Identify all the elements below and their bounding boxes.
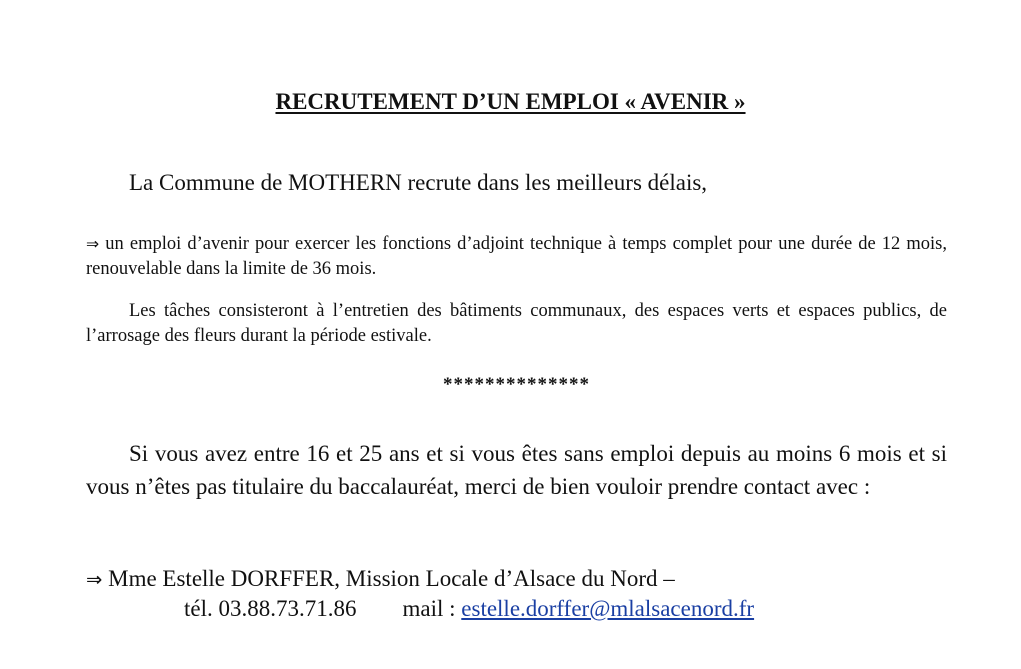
contact-mail-label: mail : (402, 596, 456, 621)
contact-name: Mme Estelle DORFFER, Mission Locale d’Alsace du Nord – (108, 566, 675, 591)
job-description-paragraph (86, 231, 947, 282)
title-text: RECRUTEMENT D’UN EMPLOI « AVENIR » (275, 89, 746, 114)
contact-email-link[interactable]: estelle.dorffer@mlalsacenord.fr (461, 596, 755, 621)
contact-phone: tél. 03.88.73.71.86 (184, 596, 357, 621)
arrow-icon: ⇒ (86, 568, 103, 591)
eligibility-paragraph: Si vous avez entre 16 et 25 ans et si vous êtes sans emploi depuis au moins 6 mois et si vous n’êtes pas titulaire du baccalauréat, merci de bien vouloir prendre contact avec : (86, 441, 947, 499)
contact-details-line (184, 594, 754, 624)
contact-name-line (86, 564, 675, 595)
document-title (0, 88, 1021, 116)
arrow-icon: ⇒ (86, 234, 100, 253)
tasks-paragraph: Les tâches consisteront à l’entretien des bâtiments communaux, des espaces verts et espaces publics, de l’arrosage des fleurs durant la période estivale. (86, 301, 947, 346)
intro-paragraph: La Commune de MOTHERN recrute dans les meilleurs délais, (129, 170, 708, 195)
separator-stars: ************** (443, 374, 590, 395)
job-description-text: un emploi d’avenir pour exercer les fonctions d’adjoint technique à temps complet pour une durée de 12 mois, renouvelable dans la limite de 36 mois. (86, 234, 947, 279)
